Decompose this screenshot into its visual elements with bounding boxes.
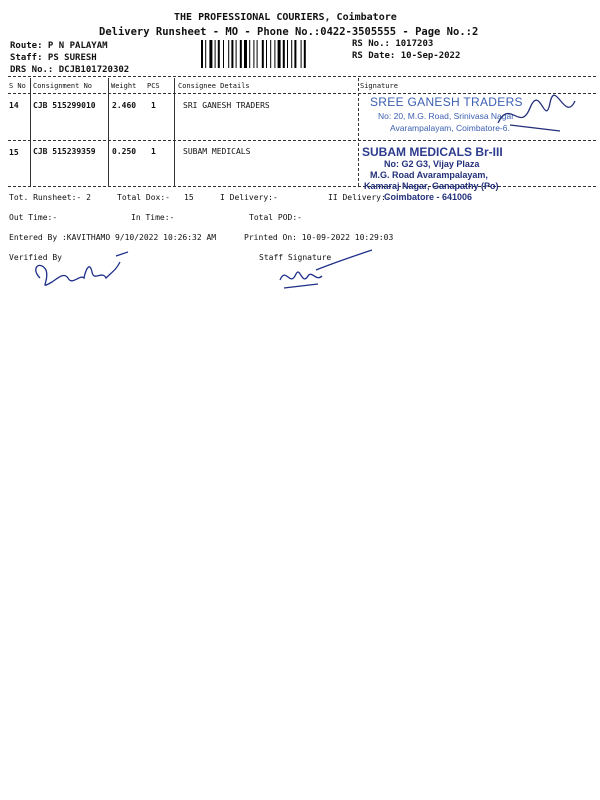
- signature-staff: [276, 248, 376, 298]
- total-dox-value: 15: [184, 193, 194, 202]
- total-pod: Total POD:-: [249, 213, 302, 222]
- table-row-sno: 15: [9, 148, 19, 157]
- col-pcs: PCS: [147, 82, 160, 90]
- printed-on: Printed On: 10-09-2022 10:29:03: [244, 233, 394, 242]
- table-bottom-line: [8, 186, 596, 187]
- rs-number: RS No.: 1017203: [352, 39, 434, 49]
- stamp-subam-name: SUBAM MEDICALS Br-III: [362, 145, 503, 159]
- barcode: [201, 40, 341, 68]
- stamp-ganesh-name: SREE GANESH TRADERS: [370, 95, 523, 109]
- col-divider-3: [174, 78, 175, 186]
- table-row-consignee: SRI GANESH TRADERS: [183, 101, 270, 110]
- col-divider-4: [358, 78, 359, 186]
- entered-by: Entered By :KAVITHAMO 9/10/2022 10:26:32 AM: [9, 233, 217, 242]
- rs-date: RS Date: 10-Sep-2022: [352, 51, 461, 61]
- stamp-subam-line4: Coimbatore - 641006: [384, 192, 473, 202]
- drs-number: DRS No.: DCJB101720302: [10, 65, 130, 75]
- stamp-subam-line2: M.G. Road Avarampalayam,: [370, 170, 488, 180]
- table-row-consignment: CJB 515299010: [33, 101, 96, 110]
- table-row-weight: 2.460: [112, 101, 137, 110]
- tot-runsheet: Tot. Runsheet:- 2: [9, 193, 91, 202]
- stamp-subam-line3: Kamaraj Nagar, Ganapathy (Po): [364, 181, 499, 191]
- verified-by-label: Verified By: [9, 253, 62, 262]
- table-row-consignee: SUBAM MEDICALS: [183, 147, 251, 156]
- table-row-pcs: 1: [151, 147, 156, 156]
- col-weight: Weight: [111, 82, 137, 90]
- out-time: Out Time:-: [9, 213, 58, 222]
- col-consignee: Consignee Details: [178, 82, 250, 90]
- staff-signature-label: Staff Signature: [259, 253, 332, 262]
- col-consignment: Consignment No: [33, 82, 93, 90]
- total-dox-label: Total Dox:-: [117, 193, 170, 202]
- col-divider-2: [108, 78, 109, 186]
- stamp-ganesh-line1: No: 20, M.G. Road, Srinivasa Nagar: [378, 111, 515, 121]
- col-divider-1: [30, 78, 31, 186]
- table-top-line: [8, 76, 596, 77]
- table-row-consignment: CJB 515239359: [33, 147, 96, 156]
- company-title: THE PROFESSIONAL COURIERS, Coimbatore: [174, 12, 397, 23]
- runsheet-subtitle: Delivery Runsheet - MO - Phone No.:0422-3505555 - Page No.:2: [99, 26, 479, 38]
- table-row-sno: 14: [9, 101, 19, 110]
- i-delivery: I Delivery:-: [220, 193, 278, 202]
- table-row-pcs: 1: [151, 101, 156, 110]
- ii-delivery: II Delivery:-: [328, 193, 391, 202]
- staff-label: Staff: PS SURESH: [10, 53, 97, 63]
- table-row-weight: 0.250: [112, 147, 137, 156]
- stamp-ganesh-line2: Avarampalayam, Coimbatore-6.: [390, 123, 510, 133]
- signature-verifier: [28, 248, 138, 298]
- col-sno: S No: [9, 82, 26, 90]
- route-label: Route: P N PALAYAM: [10, 41, 108, 51]
- signature-ganesh: [490, 93, 580, 143]
- stamp-subam-line1: No: G2 G3, Vijay Plaza: [384, 159, 480, 169]
- col-signature: Signature: [360, 82, 398, 90]
- in-time: In Time:-: [131, 213, 175, 222]
